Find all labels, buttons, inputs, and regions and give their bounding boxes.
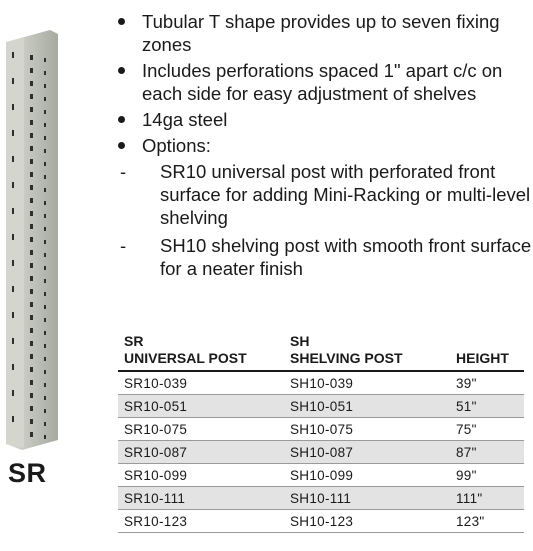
sh-part-cell: SH10-039 [284, 371, 450, 395]
perforation-hole [12, 182, 14, 188]
perforation-hole [30, 133, 33, 138]
perforation-hole [30, 120, 33, 125]
sr-part-cell: SR10-051 [118, 395, 284, 418]
height-cell: 87" [450, 441, 524, 464]
table-header-row [118, 333, 524, 371]
perforation-hole [44, 201, 46, 205]
table-row [118, 418, 524, 441]
perforation-hole [44, 136, 46, 140]
feature-item: Includes perforations spaced 1" apart c/c on each side for easy adjustment of shelves [112, 59, 527, 105]
perforation-hole [30, 341, 33, 346]
perforation-hole [44, 175, 46, 179]
perforation-hole [30, 276, 33, 281]
perforation-hole [44, 279, 46, 283]
height-cell: 123" [450, 510, 524, 533]
perforation-hole [44, 162, 46, 166]
perforation-hole [44, 110, 46, 114]
perforation-hole [44, 292, 46, 296]
perforation-hole [30, 107, 33, 112]
perforation-hole [30, 380, 33, 385]
perforation-hole [44, 71, 46, 75]
perforation-hole [44, 344, 46, 348]
sh-part-cell: SH10-051 [284, 395, 450, 418]
perforation-hole [12, 156, 14, 162]
table-row [118, 510, 524, 533]
option-dash: - [120, 161, 127, 182]
perforation-hole [44, 370, 46, 374]
feature-item: Tubular T shape provides up to seven fixing zones [112, 10, 527, 56]
perforation-hole [44, 188, 46, 192]
perforation-hole [44, 149, 46, 153]
sh-part-cell: SH10-123 [284, 510, 450, 533]
perforation-hole [30, 263, 33, 268]
perforation-hole [30, 94, 33, 99]
perforation-hole [44, 84, 46, 88]
perforation-hole [30, 302, 33, 307]
perforation-hole [12, 78, 14, 84]
table-row [118, 371, 524, 395]
perforation-hole [44, 422, 46, 426]
post-spec-table [118, 333, 524, 533]
perforation-hole [44, 305, 46, 309]
column-header-sr [118, 333, 284, 371]
perforation-hole [12, 130, 14, 136]
option-dash: - [120, 235, 127, 256]
table-row [118, 441, 524, 464]
sh-part-cell: SH10-075 [284, 418, 450, 441]
perforation-hole [30, 250, 33, 255]
perforation-hole [30, 146, 33, 151]
perforation-hole [44, 97, 46, 101]
perforation-hole [12, 234, 14, 240]
perforation-hole [30, 419, 33, 424]
perforation-hole [30, 432, 33, 437]
perforation-hole [30, 211, 33, 216]
sr-part-cell: SR10-075 [118, 418, 284, 441]
sr-part-cell: SR10-111 [118, 487, 284, 510]
perforation-hole [44, 435, 46, 439]
perforation-hole [44, 253, 46, 257]
height-cell: 75" [450, 418, 524, 441]
perforation-hole [44, 214, 46, 218]
perforation-hole [30, 172, 33, 177]
perforation-hole [12, 260, 14, 266]
option-text: SH10 shelving post with smooth front surface for a neater finish [160, 235, 532, 279]
perforation-hole [30, 328, 33, 333]
sr-part-cell: SR10-087 [118, 441, 284, 464]
perforation-hole [30, 81, 33, 86]
perforation-hole [12, 312, 14, 318]
perforation-hole [44, 331, 46, 335]
sh-part-cell: SH10-111 [284, 487, 450, 510]
option-item [120, 160, 533, 229]
perforation-hole [30, 68, 33, 73]
perforation-hole [12, 338, 14, 344]
header-line: HEIGHT [456, 350, 509, 366]
perforation-hole [30, 237, 33, 242]
perforation-hole [30, 393, 33, 398]
sh-part-cell: SH10-099 [284, 464, 450, 487]
perforation-hole [12, 364, 14, 370]
perforation-hole [30, 367, 33, 372]
options-list [120, 160, 532, 280]
sh-part-cell: SH10-087 [284, 441, 450, 464]
perforation-hole [44, 357, 46, 361]
perforation-hole [30, 315, 33, 320]
perforation-hole [30, 198, 33, 203]
header-line: SR [124, 333, 144, 349]
feature-item-options [112, 134, 532, 280]
perforation-hole [44, 383, 46, 387]
perforation-hole [12, 104, 14, 110]
perforation-hole [30, 224, 33, 229]
height-cell: 39" [450, 371, 524, 395]
perforation-hole [44, 318, 46, 322]
height-cell: 111" [450, 487, 524, 510]
shelving-post-image [0, 30, 60, 450]
header-line: SHELVING POST [290, 350, 403, 366]
perforation-hole [44, 227, 46, 231]
perforation-hole [30, 55, 33, 60]
height-cell: 99" [450, 464, 524, 487]
column-header-height [450, 333, 524, 371]
feature-list [112, 10, 532, 285]
perforation-hole [44, 123, 46, 127]
perforation-hole [30, 406, 33, 411]
height-cell: 51" [450, 395, 524, 418]
perforation-hole [44, 409, 46, 413]
perforation-hole [44, 396, 46, 400]
option-text: SR10 universal post with perforated front surface for adding Mini-Racking or multi-level shelving [160, 161, 531, 228]
header-line: UNIVERSAL POST [124, 350, 247, 366]
perforation-hole [12, 52, 14, 58]
perforation-hole [30, 289, 33, 294]
header-line: SH [290, 333, 310, 349]
feature-item: 14ga steel [112, 108, 527, 131]
perforation-hole [30, 354, 33, 359]
perforation-hole [12, 390, 14, 396]
product-label: SR [8, 458, 47, 488]
perforation-hole [30, 159, 33, 164]
sr-part-cell: SR10-039 [118, 371, 284, 395]
sr-part-cell: SR10-099 [118, 464, 284, 487]
perforation-hole [12, 416, 14, 422]
options-label: Options: [142, 135, 211, 156]
perforation-hole [12, 208, 14, 214]
column-header-sh [284, 333, 450, 371]
perforation-hole [44, 58, 46, 62]
perforation-hole [44, 240, 46, 244]
perforation-hole [44, 266, 46, 270]
table-row [118, 487, 524, 510]
sr-part-cell: SR10-123 [118, 510, 284, 533]
perforation-hole [12, 286, 14, 292]
table-row [118, 395, 524, 418]
table-row [118, 464, 524, 487]
perforation-hole [30, 185, 33, 190]
option-item [120, 234, 533, 280]
